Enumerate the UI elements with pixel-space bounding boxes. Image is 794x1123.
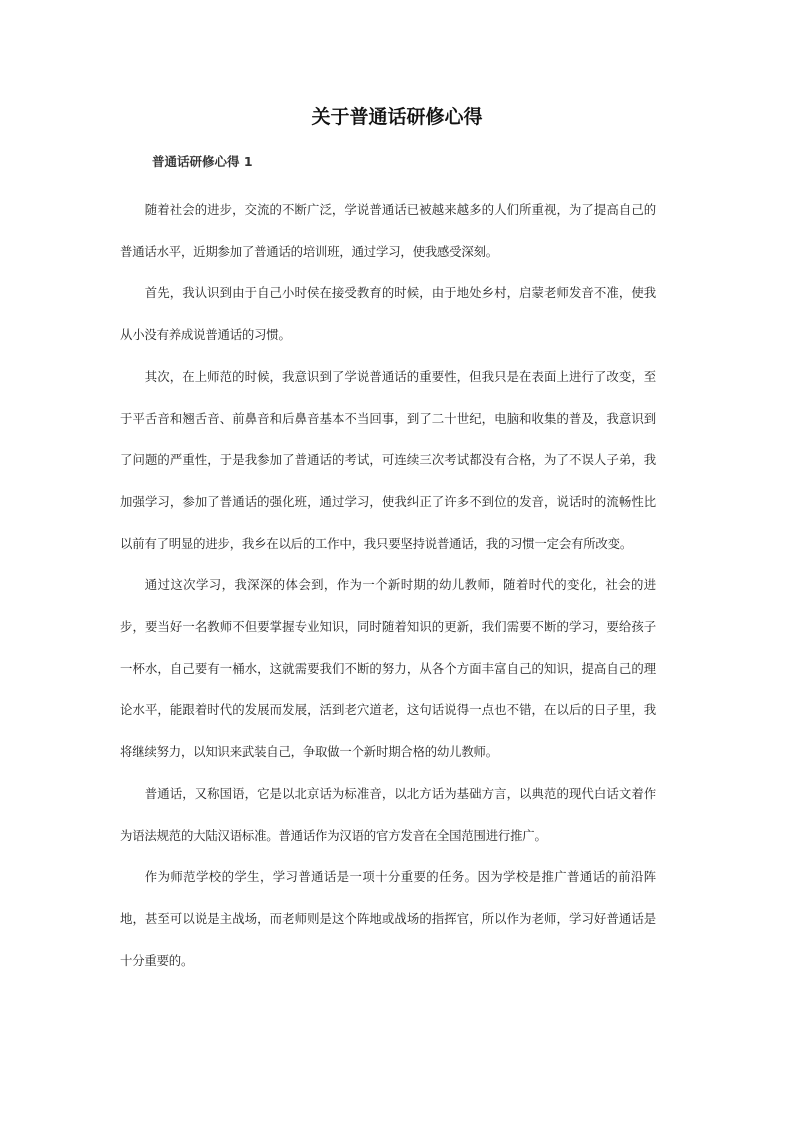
paragraph-6: 作为师范学校的学生，学习普通话是一项十分重要的任务。因为学校是推广普通话的前沿阵地，甚至可以说是主战场，而老师则是这个阵地或战场的指挥官，所以作为老师，学习好普通话是十分重要的。 [120,869,656,968]
paragraph-5: 普通话，又称国语，它是以北京话为标准音，以北方话为基础方言，以典范的现代白话文着作为语法规范的大陆汉语标准。普通话作为汉语的官方发音在全国范围进行推广。 [120,785,656,843]
document-body [120,189,656,981]
paragraph-1: 随着社会的进步，交流的不断广泛，学说普通话已被越来越多的人们所重视，为了提高自己的普通话水平，近期参加了普通话的培训班，通过学习，使我感受深刻。 [120,202,656,259]
section-heading: 普通话研修心得 1 [152,154,253,169]
paragraph-3: 其次，在上师范的时候，我意识到了学说普通话的重要性，但我只是在表面上进行了改变，至于平舌音和翘舌音、前鼻音和后鼻音基本不当回事，到了二十世纪，电脑和收集的普及，我意识到了问题的严重性，于是我参加了普通话的考试，可连续三次考试都没有合格，为了不误人子弟，我加强学习，参加了普通话的强化班，通过学习，使我纠正了许多不到位的发音，说话时的流畅性比以前有了明显的进步，我乡在以后的工作中，我只要坚持说普通话，我的习惯一定会有所改变。 [120,368,656,551]
document-title: 关于普通话研修心得 [311,106,483,128]
paragraph-4: 通过这次学习，我深深的体会到，作为一个新时期的幼儿教师，随着时代的变化，社会的进步，要当好一名教师不但要掌握专业知识，同时随着知识的更新，我们需要不断的学习，要给孩子一杯水，自己要有一桶水，这就需要我们不断的努力，从各个方面丰富自己的知识，提高自己的理论水平，能跟着时代的发展而发展，活到老穴道老，这句话说得一点也不错，在以后的日子里，我将继续努力，以知识来武装自己，争取做一个新时期合格的幼儿教师。 [120,577,656,760]
paragraph-2: 首先，我认识到由于自己小时侯在接受教育的时候，由于地处乡村，启蒙老师发音不准，使我从小没有养成说普通话的习惯。 [120,285,656,343]
